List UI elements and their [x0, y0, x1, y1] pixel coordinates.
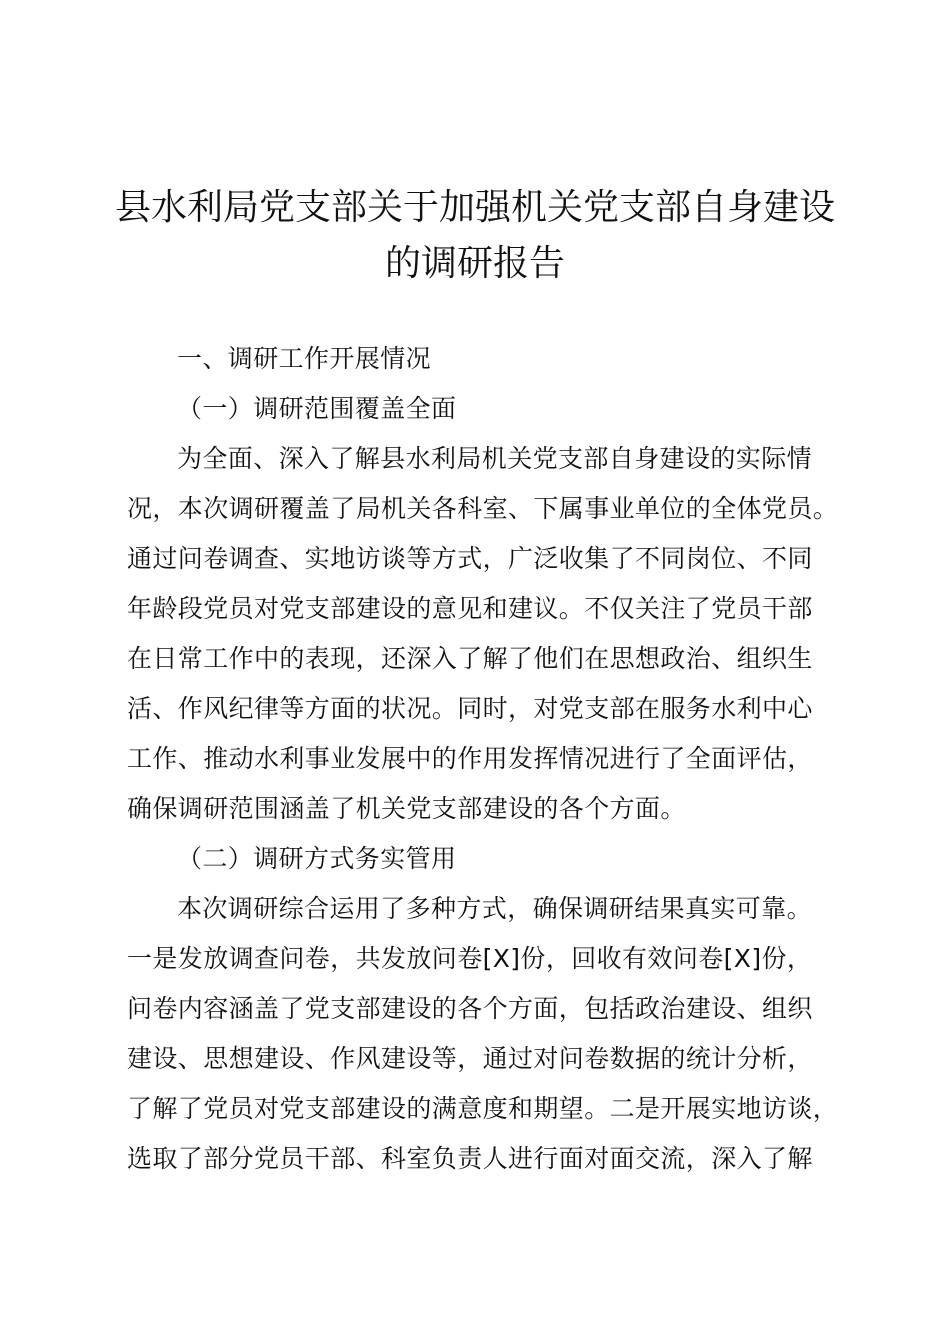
paragraph-line: 选取了部分党员干部、科室负责人进行面对面交流，深入了解 [127, 1144, 813, 1173]
document-body [127, 334, 847, 1184]
subsection-heading: （二）调研方式务实管用 [177, 844, 457, 873]
paragraph-line: 一是发放调查问卷，共发放问卷[X]份，回收有效问卷[X]份， [127, 944, 813, 973]
title-line-2: 的调研报告 [384, 243, 565, 284]
paragraph-line: 在日常工作中的表现，还深入了解了他们在思想政治、组织生 [127, 644, 813, 673]
paragraph-line: 建设、思想建设、作风建设等，通过对问卷数据的统计分析， [127, 1044, 813, 1073]
paragraph-line: 了解了党员对党支部建设的满意度和期望。二是开展实地访谈， [127, 1094, 839, 1123]
section-heading: 一、调研工作开展情况 [177, 344, 432, 373]
paragraph-line: 况，本次调研覆盖了局机关各科室、下属事业单位的全体党员。 [127, 494, 839, 523]
paragraph-line: 本次调研综合运用了多种方式，确保调研结果真实可靠。 [177, 894, 813, 923]
paragraph-line: 年龄段党员对党支部建设的意见和建议。不仅关注了党员干部 [127, 594, 813, 623]
paragraph-line: 问卷内容涵盖了党支部建设的各个方面，包括政治建设、组织 [127, 994, 813, 1023]
paragraph-line: 活、作风纪律等方面的状况。同时，对党支部在服务水利中心 [127, 694, 813, 723]
paragraph-line: 确保调研范围涵盖了机关党支部建设的各个方面。 [127, 794, 686, 823]
title-line-1: 县水利局党支部关于加强机关党支部自身建设 [114, 187, 835, 228]
subsection-heading: （一）调研范围覆盖全面 [177, 394, 457, 423]
paragraph-line: 为全面、深入了解县水利局机关党支部自身建设的实际情 [177, 444, 813, 473]
document-title [100, 180, 850, 292]
paragraph-line: 工作、推动水利事业发展中的作用发挥情况进行了全面评估， [127, 744, 813, 773]
paragraph-line: 通过问卷调查、实地访谈等方式，广泛收集了不同岗位、不同 [127, 544, 813, 573]
